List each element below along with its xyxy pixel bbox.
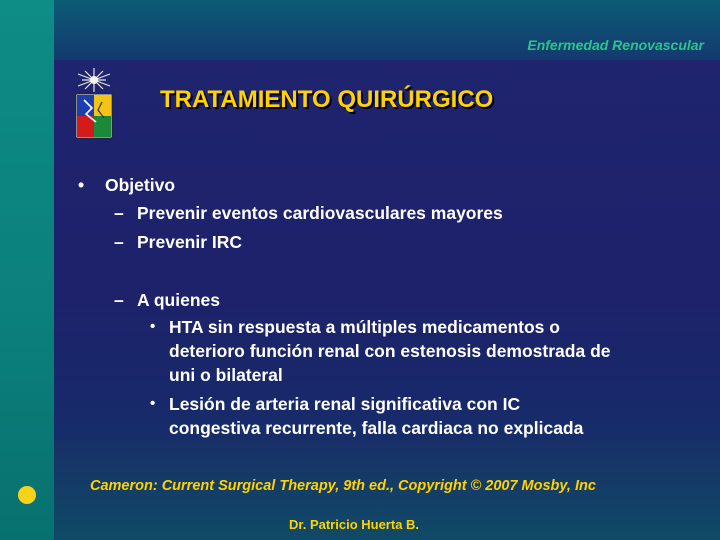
dash-icon: – [114, 290, 124, 310]
criterio-line: uni o bilateral [169, 365, 283, 385]
author-name: Dr. Patricio Huerta B. [289, 517, 420, 532]
criterio-line: Lesión de arteria renal significativa con IC [169, 394, 521, 414]
university-crest-logo [72, 66, 116, 142]
dash-icon: – [114, 232, 124, 252]
criterio-line: HTA sin respuesta a múltiples medicamentos o [169, 317, 560, 337]
criterio-line: deterioro función renal con estenosis demostrada de [169, 341, 611, 361]
heading-objetivo: Objetivo [105, 175, 176, 195]
bullet-icon: • [78, 175, 85, 195]
objetivo-item: Prevenir eventos cardiovasculares mayores [137, 203, 503, 223]
header-tag: Enfermedad Renovascular [527, 37, 704, 53]
objetivo-item: Prevenir IRC [137, 232, 243, 252]
citation: Cameron: Current Surgical Therapy, 9th ed., Copyright © 2007 Mosby, Inc [90, 478, 596, 494]
dash-icon: – [114, 203, 124, 223]
slide-title: TRATAMIENTO QUIRÚRGICO [160, 86, 494, 113]
small-bullet-icon: • [150, 395, 156, 412]
criterio-line: congestiva recurrente, falla cardiaca no explicada [169, 418, 584, 438]
left-accent-bar [0, 0, 54, 540]
heading-a-quienes: A quienes [137, 290, 220, 310]
yellow-dot-icon [18, 486, 36, 504]
small-bullet-icon: • [150, 318, 156, 335]
